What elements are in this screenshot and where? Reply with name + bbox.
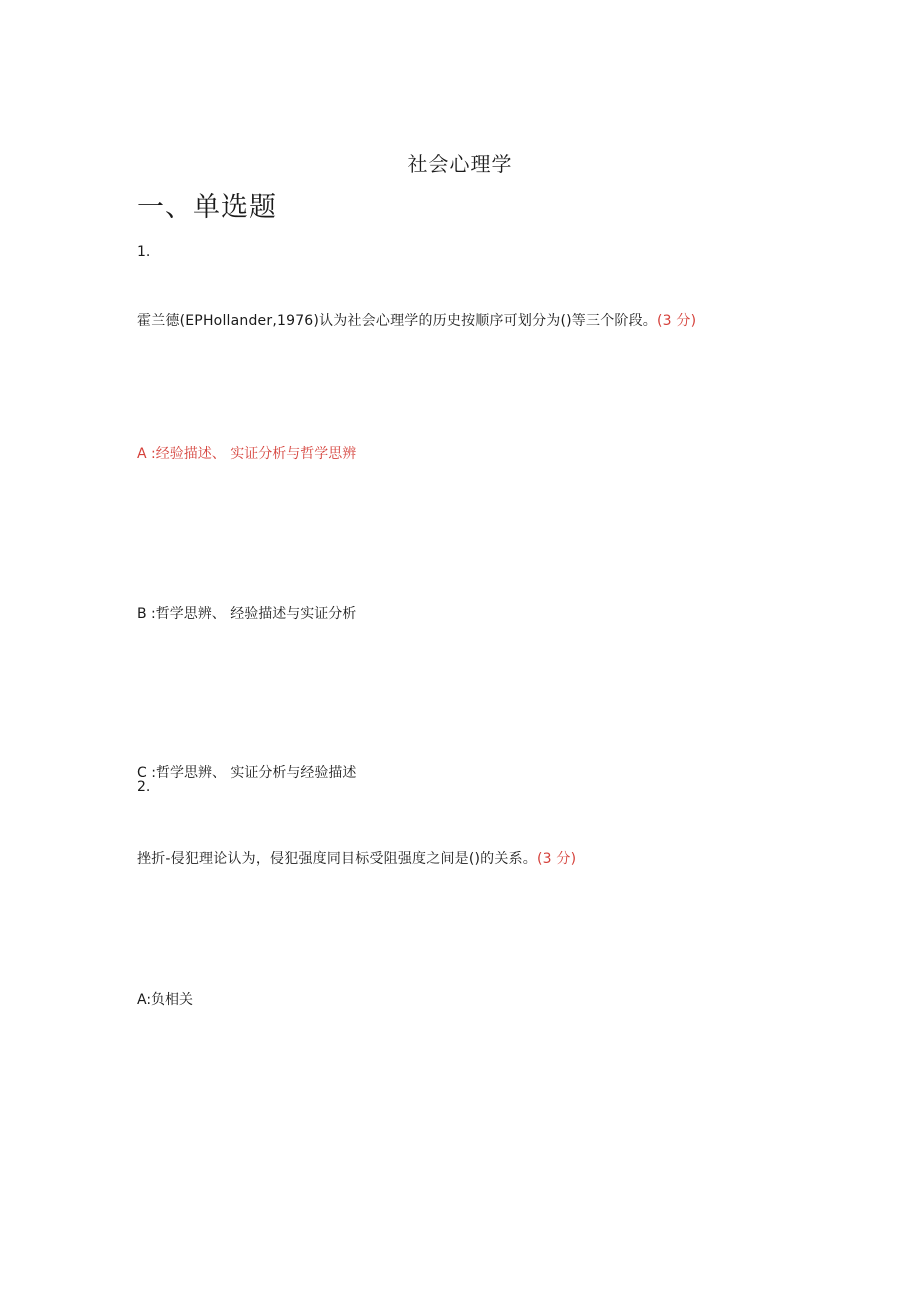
question-1-score: (3 分): [657, 313, 697, 329]
question-2-score: (3 分): [536, 851, 577, 867]
document-title: 社会心理学: [407, 152, 513, 176]
question-2-prompt: 挫折-侵犯理论认为，侵犯强度同目标受阻强度之间是()的关系。: [137, 851, 537, 867]
question-1-number: 1.: [137, 244, 151, 260]
question-2-number: 2.: [137, 779, 151, 795]
question-2-option-a[interactable]: A:负相关: [137, 992, 194, 1008]
question-2-text: [137, 848, 576, 868]
question-1-option-a[interactable]: A :经验描述、 实证分析与哲学思辨: [137, 446, 357, 462]
question-1-option-b[interactable]: B :哲学思辨、 经验描述与实证分析: [137, 606, 357, 622]
question-1-text: [137, 310, 696, 330]
question-1-option-c[interactable]: C :哲学思辨、 实证分析与经验描述: [137, 765, 357, 781]
question-1-prompt: 霍兰德(EPHollander,1976)认为社会心理学的历史按顺序可划分为()等三个阶段。: [137, 313, 657, 329]
section-heading: 一、单选题: [137, 192, 277, 223]
